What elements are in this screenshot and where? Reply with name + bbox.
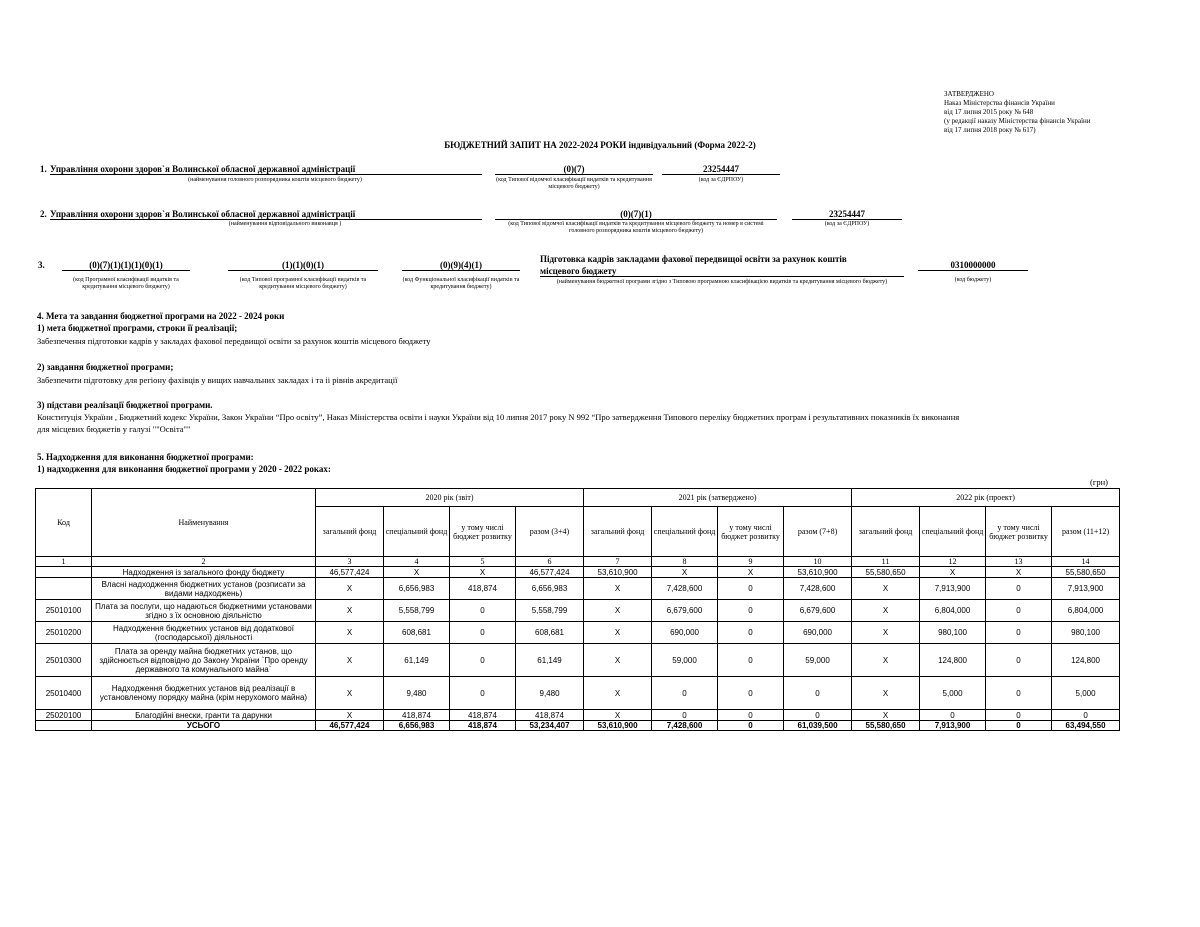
row-value: 7,913,900 xyxy=(1052,578,1120,600)
row-value: 6,679,600 xyxy=(652,600,718,622)
row-name: Надходження із загального фонду бюджету xyxy=(92,567,316,578)
section4-heading: 4. Мета та завдання бюджетної програми на 2022 - 2024 роки xyxy=(37,311,285,321)
section3-number: 3. xyxy=(38,260,45,270)
total-row xyxy=(36,721,1120,731)
row-value: X xyxy=(718,567,784,578)
section3-budget-code-caption: (код бюджету) xyxy=(954,277,992,283)
row-value: 0 xyxy=(718,710,784,721)
row-value: 6,679,600 xyxy=(784,600,852,622)
table-row xyxy=(36,622,1120,644)
section3-functional-code: (0)(9)(4)(1) xyxy=(402,260,520,271)
row-value: X xyxy=(584,578,652,600)
row-value: 418,874 xyxy=(516,710,584,721)
row-name: Власні надходження бюджетних установ (розписати за видами надходжень) xyxy=(92,578,316,600)
row-value: 6,656,983 xyxy=(384,578,450,600)
row-value: X xyxy=(852,710,920,721)
row-value: X xyxy=(852,622,920,644)
row-value: 61,149 xyxy=(384,644,450,677)
row-value: 124,800 xyxy=(1052,644,1120,677)
header-general-fund: загальний фонд xyxy=(852,507,920,557)
row-value: 980,100 xyxy=(1052,622,1120,644)
total-value: 55,580,650 xyxy=(852,721,920,731)
row-value: 53,610,900 xyxy=(584,567,652,578)
row-value: X xyxy=(316,600,384,622)
section1-edrpou: 23254447 xyxy=(662,164,780,175)
basis-text-line1: Конституція України , Бюджетний кодекс України, Закон України “Про освіту”, Наказ Міністерства освіти і науки України від 10 липня 2017 року N 992 “Про затвердження Типового переліку бюджетних програм і результативних показників їх виконання xyxy=(37,412,960,422)
approval-line: ЗАТВЕРДЖЕНО xyxy=(944,90,994,98)
header-year-2020: 2020 рік (звіт) xyxy=(316,489,584,507)
row-value: 0 xyxy=(986,644,1052,677)
row-value: X xyxy=(986,567,1052,578)
total-value: 0 xyxy=(718,721,784,731)
row-value: 0 xyxy=(718,600,784,622)
total-label: УСЬОГО xyxy=(92,721,316,731)
total-value: 46,577,424 xyxy=(316,721,384,731)
row-value: 53,610,900 xyxy=(784,567,852,578)
row-code: 25020100 xyxy=(36,710,92,721)
total-value: 0 xyxy=(986,721,1052,731)
table-row xyxy=(36,578,1120,600)
row-value: 0 xyxy=(986,622,1052,644)
row-value: 0 xyxy=(450,677,516,710)
total-value: 418,874 xyxy=(450,721,516,731)
row-value: 55,580,650 xyxy=(852,567,920,578)
row-value: 0 xyxy=(986,578,1052,600)
header-year-2021: 2021 рік (затверджено) xyxy=(584,489,852,507)
section2-edrpou-caption: (код за ЄДРПОУ) xyxy=(824,221,870,227)
row-value: 0 xyxy=(986,677,1052,710)
row-value: 6,804,000 xyxy=(1052,600,1120,622)
section5-subheading: 1) надходження для виконання бюджетної програми у 2020 - 2022 роках: xyxy=(37,464,331,474)
header-code: Код xyxy=(36,489,92,557)
section3-program-name-line2: місцевого бюджету xyxy=(540,266,904,277)
row-value: X xyxy=(584,677,652,710)
row-value: 0 xyxy=(652,710,718,721)
row-value: X xyxy=(316,578,384,600)
row-value: 690,000 xyxy=(784,622,852,644)
total-value: 61,039,500 xyxy=(784,721,852,731)
row-value: 0 xyxy=(986,710,1052,721)
section2-edrpou: 23254447 xyxy=(792,209,902,220)
row-value: 608,681 xyxy=(384,622,450,644)
row-name: Плата за оренду майна бюджетних установ, що здійснюється відповідно до Закону України `Про оренду державного та комунального майна` xyxy=(92,644,316,677)
total-value: 53,234,407 xyxy=(516,721,584,731)
row-value: 9,480 xyxy=(516,677,584,710)
table-row xyxy=(36,567,1120,578)
approval-stamp xyxy=(944,90,1144,135)
row-code: 25010100 xyxy=(36,600,92,622)
total-value: 63,494,550 xyxy=(1052,721,1120,731)
row-value: 59,000 xyxy=(652,644,718,677)
row-code: 25010300 xyxy=(36,644,92,677)
row-value: 418,874 xyxy=(450,710,516,721)
table-row xyxy=(36,600,1120,622)
section1-edrpou-caption: (код за ЄДРПОУ) xyxy=(698,177,744,183)
section1-number: 1. xyxy=(40,164,47,174)
row-value: 0 xyxy=(784,677,852,710)
section2-name-caption: (найменування відповідального виконавця ) xyxy=(228,221,342,227)
tasks-text: Забезпечити підготовку для регіону фахівців у вищих навчальних закладах і та іі рівнів акредитації xyxy=(37,375,398,385)
row-value: 59,000 xyxy=(784,644,852,677)
column-number: 14 xyxy=(1052,557,1120,567)
total-value: 53,610,900 xyxy=(584,721,652,731)
total-value: 7,913,900 xyxy=(920,721,986,731)
row-value: 61,149 xyxy=(516,644,584,677)
row-value: 5,000 xyxy=(1052,677,1120,710)
table-row xyxy=(36,677,1120,710)
row-name: Надходження бюджетних установ від додаткової (господарської) діяльності xyxy=(92,622,316,644)
section2-code-caption: (код Типової відомчої класифікації видатків та кредитування місцевого бюджету та номер в системі головного розпорядника коштів місцевого бюджету) xyxy=(508,221,764,234)
row-value: X xyxy=(652,567,718,578)
row-value: 0 xyxy=(450,622,516,644)
header-total: разом (11+12) xyxy=(1052,507,1120,557)
row-value: X xyxy=(584,710,652,721)
header-year-2022: 2022 рік (проект) xyxy=(852,489,1120,507)
column-number: 2 xyxy=(92,557,316,567)
row-value: X xyxy=(852,578,920,600)
approval-line: від 17 липня 2015 року № 648 xyxy=(944,108,1034,116)
approval-line: (у редакції наказу Міністерства фінансів України xyxy=(944,117,1091,125)
header-special-fund: спеціальний фонд xyxy=(920,507,986,557)
row-name: Благодійні внески, гранти та дарунки xyxy=(92,710,316,721)
column-number: 4 xyxy=(384,557,450,567)
row-value: 0 xyxy=(718,677,784,710)
section1-name-caption: (найменування головного розпорядника коштів місцевого бюджету) xyxy=(188,177,362,183)
row-value: 0 xyxy=(450,600,516,622)
column-number: 1 xyxy=(36,557,92,567)
row-value: 418,874 xyxy=(384,710,450,721)
column-number: 7 xyxy=(584,557,652,567)
header-total: разом (7+8) xyxy=(784,507,852,557)
tasks-heading: 2) завдання бюджетної програми; xyxy=(37,362,174,372)
row-value: 0 xyxy=(718,578,784,600)
row-value: 55,580,650 xyxy=(1052,567,1120,578)
column-number: 13 xyxy=(986,557,1052,567)
section2-name: Управління охорони здоров`я Волинської обласної державної адміністрації xyxy=(50,209,482,220)
goal-text: Забезпечення підготовки кадрів у закладах фахової передвищої освіти за рахунок коштів місцевого бюджету xyxy=(37,336,431,346)
column-number: 9 xyxy=(718,557,784,567)
row-value: X xyxy=(852,600,920,622)
row-value: X xyxy=(852,677,920,710)
row-value: 0 xyxy=(920,710,986,721)
section2-number: 2. xyxy=(40,209,47,219)
row-value: 0 xyxy=(450,644,516,677)
row-value: X xyxy=(920,567,986,578)
row-value: X xyxy=(316,677,384,710)
row-name: Плата за послуги, що надаються бюджетними установами згідно з їх основною діяльністю xyxy=(92,600,316,622)
section3-program-code-caption: (код Програмної класифікації видатків та кредитування місцевого бюджету) xyxy=(73,277,179,290)
row-value: 6,656,983 xyxy=(516,578,584,600)
header-general-fund: загальний фонд xyxy=(316,507,384,557)
header-total: разом (3+4) xyxy=(516,507,584,557)
row-value: X xyxy=(584,644,652,677)
section1-name: Управління охорони здоров`я Волинської обласної державної адміністрації xyxy=(50,164,482,175)
row-value: 608,681 xyxy=(516,622,584,644)
row-value: X xyxy=(316,622,384,644)
row-value: 0 xyxy=(986,600,1052,622)
section1-code: (0)(7) xyxy=(495,164,653,175)
column-number: 3 xyxy=(316,557,384,567)
unit-label: (грн) xyxy=(1090,477,1108,487)
row-value: X xyxy=(450,567,516,578)
row-value: 980,100 xyxy=(920,622,986,644)
section3-functional-code-caption: (код Функціональної класифікації видатків та кредитування бюджету) xyxy=(402,277,520,290)
row-value: 418,874 xyxy=(450,578,516,600)
approval-line: Наказ Міністерства фінансів України xyxy=(944,99,1055,107)
row-code xyxy=(36,578,92,600)
row-code: 25010400 xyxy=(36,677,92,710)
header-development-budget: у тому числі бюджет розвитку xyxy=(450,507,516,557)
header-development-budget: у тому числі бюджет розвитку xyxy=(718,507,784,557)
row-value: X xyxy=(384,567,450,578)
row-value: 5,000 xyxy=(920,677,986,710)
row-name: Надходження бюджетних установ від реалізації в установленому порядку майна (крім нерухомого майна) xyxy=(92,677,316,710)
row-value: 46,577,424 xyxy=(516,567,584,578)
total-code xyxy=(36,721,92,731)
table-row xyxy=(36,644,1120,677)
approval-line: від 17 липня 2018 року № 617) xyxy=(944,126,1036,134)
row-value: 7,428,600 xyxy=(652,578,718,600)
total-value: 6,656,983 xyxy=(384,721,450,731)
row-value: X xyxy=(852,644,920,677)
column-number: 12 xyxy=(920,557,986,567)
row-value: 7,913,900 xyxy=(920,578,986,600)
column-number: 11 xyxy=(852,557,920,567)
header-special-fund: спеціальний фонд xyxy=(652,507,718,557)
row-value: 0 xyxy=(718,622,784,644)
column-number: 5 xyxy=(450,557,516,567)
row-value: 7,428,600 xyxy=(784,578,852,600)
row-value: 690,000 xyxy=(652,622,718,644)
row-value: 0 xyxy=(784,710,852,721)
section3-program-name-line1: Підготовка кадрів закладами фахової передвищої освіти за рахунок коштів xyxy=(540,254,847,264)
section2-code: (0)(7)(1) xyxy=(495,209,777,220)
row-value: 0 xyxy=(1052,710,1120,721)
row-value: 0 xyxy=(718,644,784,677)
row-value: X xyxy=(316,644,384,677)
row-value: X xyxy=(316,710,384,721)
row-value: 46,577,424 xyxy=(316,567,384,578)
section3-program-code: (0)(7)(1)(1)(1)(0)(1) xyxy=(62,260,190,271)
section3-program-name-caption: (найменування бюджетної програми згідно з Типовою програмною класифікацією видатків та кредитування місцевого бюджету) xyxy=(556,279,888,285)
total-value: 7,428,600 xyxy=(652,721,718,731)
row-value: X xyxy=(584,600,652,622)
section3-typical-code: (1)(1)(0)(1) xyxy=(228,260,378,271)
row-value: 124,800 xyxy=(920,644,986,677)
basis-text-line2: для місцевих бюджетів у галузі ""Освіта"" xyxy=(37,424,191,434)
header-development-budget: у тому числі бюджет розвитку xyxy=(986,507,1052,557)
row-value: 6,804,000 xyxy=(920,600,986,622)
header-special-fund: спеціальний фонд xyxy=(384,507,450,557)
goal-heading: 1) мета бюджетної програми, строки її реалізації; xyxy=(37,323,238,333)
basis-heading: 3) підстави реалізації бюджетної програми. xyxy=(37,400,213,410)
row-code: 25010200 xyxy=(36,622,92,644)
row-value: X xyxy=(584,622,652,644)
column-number: 6 xyxy=(516,557,584,567)
section3-budget-code: 0310000000 xyxy=(918,260,1028,271)
row-value: 5,558,799 xyxy=(516,600,584,622)
document-title: БЮДЖЕТНИЙ ЗАПИТ НА 2022-2024 РОКИ індивідуальний (Форма 2022-2) xyxy=(444,140,756,150)
column-number: 10 xyxy=(784,557,852,567)
header-name: Найменування xyxy=(92,489,316,557)
row-value: 5,558,799 xyxy=(384,600,450,622)
section1-code-caption: (код Типової відомчої класифікації видатків та кредитування місцевого бюджету) xyxy=(496,177,652,190)
section5-heading: 5. Надходження для виконання бюджетної програми: xyxy=(37,452,254,462)
section3-typical-code-caption: (код Типової програмної класифікації видатків та кредитування місцевого бюджету) xyxy=(239,277,367,290)
row-value: 9,480 xyxy=(384,677,450,710)
row-code xyxy=(36,567,92,578)
column-number: 8 xyxy=(652,557,718,567)
row-value: 0 xyxy=(652,677,718,710)
header-general-fund: загальний фонд xyxy=(584,507,652,557)
revenue-table xyxy=(35,488,1120,731)
table-row xyxy=(36,710,1120,721)
